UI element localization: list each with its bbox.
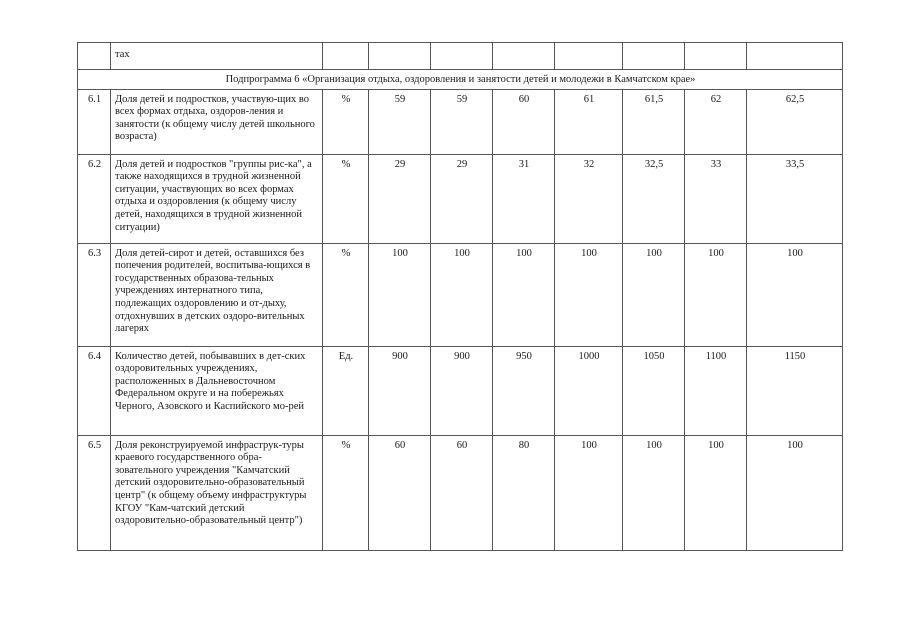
value-cell: 80 (493, 435, 555, 550)
value-cell (493, 43, 555, 70)
value-cell: 100 (623, 243, 685, 346)
value-cell: 100 (747, 435, 843, 550)
value-cell: 1150 (747, 346, 843, 435)
value-cell (555, 43, 623, 70)
value-cell: 100 (685, 243, 747, 346)
value-cell: 33 (685, 154, 747, 243)
value-cell: 29 (369, 154, 431, 243)
subprogram-title: Подпрограмма 6 «Организация отдыха, оздоровления и занятости детей и молодежи в Камчатском крае» (78, 70, 843, 90)
row-number: 6.4 (78, 346, 111, 435)
unit-cell (323, 43, 369, 70)
row-number: 6.2 (78, 154, 111, 243)
value-cell: 900 (369, 346, 431, 435)
value-cell: 100 (555, 435, 623, 550)
num-cell (78, 43, 111, 70)
value-cell: 100 (431, 243, 493, 346)
value-cell: 33,5 (747, 154, 843, 243)
indicator-name: Доля детей и подростков "группы рис-ка", а также находящихся в трудной жизненной ситуации, участвующих во всех формах отдыха и оздоровления (к общему числу детей, находящихся в трудной жизненной ситуации) (111, 154, 323, 243)
unit-cell: % (323, 89, 369, 154)
table-row (78, 43, 843, 70)
name-cell: тах (111, 43, 323, 70)
unit-cell: % (323, 435, 369, 550)
value-cell: 32,5 (623, 154, 685, 243)
value-cell: 60 (369, 435, 431, 550)
indicator-table (77, 42, 843, 551)
table-row (78, 243, 843, 346)
value-cell: 100 (623, 435, 685, 550)
table-row (78, 435, 843, 550)
value-cell (685, 43, 747, 70)
value-cell: 100 (747, 243, 843, 346)
value-cell: 29 (431, 154, 493, 243)
table-row (78, 154, 843, 243)
value-cell: 31 (493, 154, 555, 243)
value-cell: 900 (431, 346, 493, 435)
value-cell (623, 43, 685, 70)
table-row (78, 346, 843, 435)
value-cell: 100 (685, 435, 747, 550)
indicator-name: Доля реконструируемой инфраструк-туры краевого государственного обра-зовательного учреждения "Камчатский детский оздоровительно-образовательный центр" (к общему объему инфраструктуры КГОУ "Кам-чатский детский оздоровительно-образовательный центр") (111, 435, 323, 550)
unit-cell: % (323, 154, 369, 243)
row-number: 6.1 (78, 89, 111, 154)
value-cell: 100 (369, 243, 431, 346)
value-cell: 1000 (555, 346, 623, 435)
row-number: 6.5 (78, 435, 111, 550)
value-cell: 61 (555, 89, 623, 154)
indicator-name: Доля детей-сирот и детей, оставшихся без попечения родителей, воспитыва-ющихся в государственных образова-тельных учреждениях интернатного типа, подлежащих оздоровлению и от-дыху, отдохнувших в детских оздоро-вительных лагерях (111, 243, 323, 346)
value-cell: 100 (555, 243, 623, 346)
subprogram-row (78, 70, 843, 90)
indicator-name: Количество детей, побывавших в дет-ских оздоровительных учреждениях, расположенных в Дальневосточном Федеральном округе и на побережьях Черного, Азовского и Каспийского мо-рей (111, 346, 323, 435)
value-cell: 1100 (685, 346, 747, 435)
value-cell: 61,5 (623, 89, 685, 154)
row-number: 6.3 (78, 243, 111, 346)
value-cell: 60 (431, 435, 493, 550)
unit-cell: % (323, 243, 369, 346)
value-cell: 59 (369, 89, 431, 154)
value-cell: 32 (555, 154, 623, 243)
value-cell (747, 43, 843, 70)
value-cell: 59 (431, 89, 493, 154)
value-cell: 100 (493, 243, 555, 346)
value-cell: 950 (493, 346, 555, 435)
value-cell: 1050 (623, 346, 685, 435)
value-cell: 62,5 (747, 89, 843, 154)
value-cell: 62 (685, 89, 747, 154)
indicator-name: Доля детей и подростков, участвую-щих во всех формах отдыха, оздоров-ления и занятости (к общему числу детей школьного возраста) (111, 89, 323, 154)
value-cell: 60 (493, 89, 555, 154)
value-cell (369, 43, 431, 70)
value-cell (431, 43, 493, 70)
unit-cell: Ед. (323, 346, 369, 435)
table-row (78, 89, 843, 154)
